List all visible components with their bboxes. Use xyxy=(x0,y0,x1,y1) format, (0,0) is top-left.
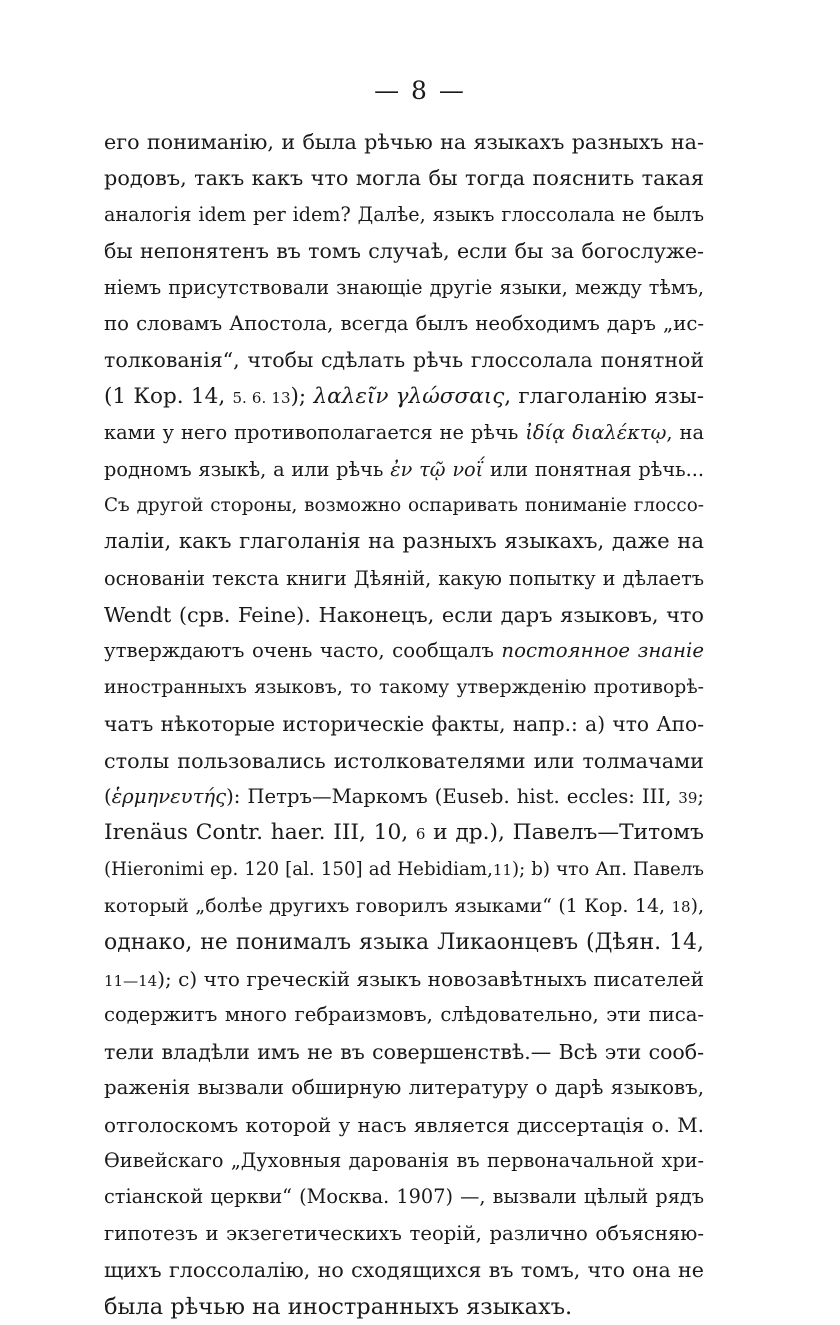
text-line xyxy=(104,342,704,378)
text-line xyxy=(104,815,704,851)
line-text: щихъ глоссолалію, но сходящихся въ томъ, что она не xyxy=(104,1258,704,1283)
text-line xyxy=(104,852,704,888)
verse-reference: 18 xyxy=(671,898,691,917)
text-line xyxy=(104,1252,704,1288)
line-text: ); b) что Ап. Павелъ xyxy=(511,858,704,880)
text-line xyxy=(104,706,704,742)
line-text: , на xyxy=(666,421,704,445)
text-line xyxy=(104,452,704,488)
text-line xyxy=(104,925,704,961)
line-text: иностранныхъ языковъ, то такому утвержденію противорѣ- xyxy=(104,676,704,698)
verse-reference: 11 xyxy=(492,860,512,879)
text-line xyxy=(104,633,704,669)
text-line xyxy=(104,197,704,233)
line-text: однако, не понималъ языка Ликаонцевъ (Дѣян. 14, xyxy=(104,929,704,955)
text-line xyxy=(104,1107,704,1143)
text-line xyxy=(104,1143,704,1179)
line-text: чатъ нѣкоторые историческіе факты, напр.: а) что Апо- xyxy=(104,712,704,737)
line-text: по словамъ Апостола, всегда былъ необходимъ даръ „ис- xyxy=(104,311,704,335)
text-line xyxy=(104,670,704,706)
greek-phrase: ἐν τῷ νοΐ xyxy=(390,457,484,481)
text-line xyxy=(104,1034,704,1070)
text-line xyxy=(104,160,704,196)
line-text: Ѳивейскаго „Духовныя дарованія въ первоначальной хри- xyxy=(104,1148,704,1172)
greek-phrase: λαλεῖν γλώσσαις xyxy=(313,383,505,409)
line-text: ); c) что греческій языкъ новозавѣтныхъ писателей xyxy=(157,966,704,991)
greek-phrase: ἰδίᾳ διαλέκτῳ xyxy=(525,421,667,445)
line-text: стіанской церкви“ (Москва. 1907) —, вызвали цѣлый рядъ xyxy=(104,1185,704,1209)
line-text: раженія вызвали обширную литературу о дарѣ языковъ, xyxy=(104,1076,704,1100)
line-text: аналогія idem per idem? Далѣе, языкъ глоссолала не былъ xyxy=(104,202,704,226)
page-number: — 8 — xyxy=(374,76,466,105)
line-text: и др.), Павелъ—Титомъ xyxy=(433,820,704,846)
line-text: гипотезъ и экзегетическихъ теорій, различно объясняю- xyxy=(104,1221,704,1245)
line-text: тели владѣли имъ не въ совершенствѣ.— Всѣ эти сооб- xyxy=(104,1039,704,1064)
line-text: ками у него противополагается не рѣчь xyxy=(104,421,519,445)
verse-reference: 6 xyxy=(415,825,426,844)
text-line xyxy=(104,1289,704,1325)
text-line xyxy=(104,597,704,633)
line-text: лаліи, какъ глаголанія на разныхъ языкахъ, даже на xyxy=(104,529,704,555)
text-line xyxy=(104,415,704,451)
body-text xyxy=(104,124,704,1325)
line-text: толкованія“, чтобы сдѣлать рѣчь глоссолала понятной xyxy=(104,348,704,373)
line-text: ): Петръ—Маркомъ (Euseb. hist. eccles: III, xyxy=(226,785,672,809)
line-text: бы непонятенъ въ томъ случаѣ, если бы за богослуже- xyxy=(104,239,704,264)
line-text: утверждаютъ очень часто, сообщалъ xyxy=(104,639,494,663)
line-text: столы пользовались истолкователями или толмачами xyxy=(104,748,704,773)
line-text: родовъ, такъ какъ что могла бы тогда пояснить такая xyxy=(104,166,704,191)
line-text: Wendt (срв. Feine). Наконецъ, если даръ языковъ, что xyxy=(104,603,704,628)
text-line xyxy=(104,124,704,160)
greek-phrase: ἑρμηνευτής xyxy=(111,785,227,809)
verse-reference: 39 xyxy=(678,789,698,808)
text-line xyxy=(104,379,704,415)
line-text: ніемъ присутствовали знающіе другіе языки, между тѣмъ, xyxy=(104,275,704,299)
line-text: ); xyxy=(290,383,307,409)
text-line xyxy=(104,779,704,815)
text-line xyxy=(104,233,704,269)
text-line xyxy=(104,961,704,997)
text-line xyxy=(104,888,704,924)
line-text: его пониманію, и была рѣчью на языкахъ разныхъ на- xyxy=(104,130,704,154)
line-text: или понятная рѣчь... xyxy=(490,457,705,481)
line-text: содержитъ много гебраизмовъ, слѣдовательно, эти писа- xyxy=(104,1003,704,1027)
line-text: основаніи текста книги Дѣяній, какую попытку и дѣлаетъ xyxy=(104,566,704,590)
text-line xyxy=(104,1070,704,1106)
text-line xyxy=(104,1179,704,1215)
verse-reference: 11—14 xyxy=(104,971,158,990)
text-line xyxy=(104,270,704,306)
text-line xyxy=(104,743,704,779)
line-text: который „болѣе другихъ говорилъ языками“ (1 Кор. 14, xyxy=(104,895,666,918)
line-text: отголоскомъ которой у насъ является диссертація о. М. xyxy=(104,1112,704,1137)
text-line xyxy=(104,997,704,1033)
text-line xyxy=(104,1216,704,1252)
line-text: ), xyxy=(690,895,704,918)
text-line xyxy=(104,524,704,560)
line-text: Съ другой стороны, возможно оспаривать пониманіе глоссо- xyxy=(104,494,704,516)
line-text: (1 Кор. 14, xyxy=(104,383,226,409)
text-line xyxy=(104,561,704,597)
line-text: (Hieronimi ep. 120 [al. 150] ad Hebidiam, xyxy=(104,858,493,880)
emphasis: постоянное знаніе xyxy=(501,639,704,663)
line-text: ; xyxy=(697,785,704,809)
line-text: была рѣчью на иностранныхъ языкахъ. xyxy=(104,1293,573,1320)
line-text: Irenäus Contr. haer. III, 10, xyxy=(104,820,409,846)
text-line xyxy=(104,488,704,524)
line-text: ( xyxy=(104,785,112,809)
text-line xyxy=(104,306,704,342)
verse-reference: 5. 6. 13 xyxy=(232,388,291,407)
line-text: родномъ языкѣ, а или рѣчь xyxy=(104,457,384,481)
line-text: , глаголанію язы- xyxy=(504,383,705,409)
